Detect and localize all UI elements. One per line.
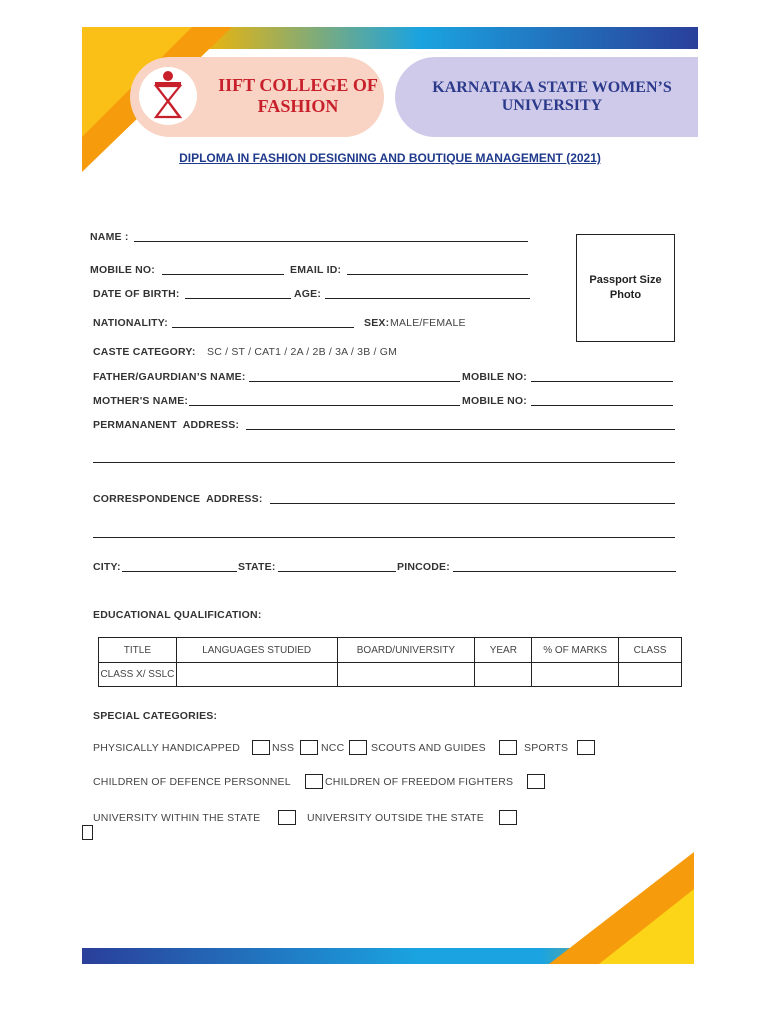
cell-class[interactable] (619, 663, 682, 687)
physically-handicapped-label: PHYSICALLY HANDICAPPED (93, 742, 240, 754)
scouts-guides-checkbox[interactable] (499, 740, 517, 755)
correspondence-address-field-1[interactable] (270, 503, 675, 504)
freedom-fighters-checkbox[interactable] (527, 774, 545, 789)
father-mobile-label: MOBILE NO: (462, 371, 527, 383)
freedom-fighters-label: CHILDREN OF FREEDOM FIGHTERS (325, 776, 514, 788)
ncc-label: NCC (321, 742, 345, 754)
correspondence-address-label: CORRESPONDENCE ADDRESS: (93, 493, 263, 505)
age-label: AGE: (294, 288, 322, 300)
name-field[interactable] (134, 241, 528, 242)
column-header-languages: LANGUAGES STUDIED (176, 638, 337, 663)
column-header-board: BOARD/UNIVERSITY (337, 638, 475, 663)
form-title: DIPLOMA IN FASHION DESIGNING AND BOUTIQUE MANAGEMENT (2021) (179, 151, 601, 165)
cell-board[interactable] (337, 663, 475, 687)
nss-checkbox[interactable] (300, 740, 318, 755)
column-header-marks: % OF MARKS (532, 638, 619, 663)
university-outside-state-checkbox[interactable] (499, 810, 517, 825)
city-field[interactable] (122, 571, 237, 572)
pincode-field[interactable] (453, 571, 676, 572)
dob-label: DATE OF BIRTH: (93, 288, 180, 300)
father-name-label: FATHER/GAURDIAN’S NAME: (93, 371, 246, 383)
mother-mobile-field[interactable] (531, 405, 673, 406)
caste-options[interactable]: SC / ST / CAT1 / 2A / 2B / 3A / 3B / GM (207, 346, 398, 358)
city-label: CITY: (93, 561, 121, 573)
father-mobile-field[interactable] (531, 381, 673, 382)
nss-label: NSS (272, 742, 295, 754)
university-within-state-label: UNIVERSITY WITHIN THE STATE (93, 812, 261, 824)
nationality-field[interactable] (172, 327, 354, 328)
footer-banner (82, 852, 694, 964)
physically-handicapped-checkbox[interactable] (252, 740, 270, 755)
photo-box-label-2: Photo (609, 289, 642, 301)
column-header-class: CLASS (619, 638, 682, 663)
cell-year[interactable] (475, 663, 532, 687)
state-label: STATE: (238, 561, 276, 573)
special-categories-heading: SPECIAL CATEGORIES: (93, 710, 218, 722)
permanent-address-field-2[interactable] (93, 462, 675, 463)
university-outside-state-label: UNIVERSITY OUTSIDE THE STATE (307, 812, 484, 824)
stray-checkbox[interactable] (82, 825, 93, 840)
caste-label: CASTE CATEGORY: (93, 346, 196, 358)
permanent-address-field-1[interactable] (246, 429, 675, 430)
defence-personnel-checkbox[interactable] (305, 774, 323, 789)
age-field[interactable] (325, 298, 530, 299)
column-header-year: YEAR (475, 638, 532, 663)
dob-field[interactable] (185, 298, 291, 299)
permanent-address-label: PERMANANENT ADDRESS: (93, 419, 240, 431)
mobile-field[interactable] (162, 274, 284, 275)
nationality-label: NATIONALITY: (93, 317, 168, 329)
passport-photo-box[interactable] (576, 234, 675, 342)
education-heading: EDUCATIONAL QUALIFICATION: (93, 609, 262, 621)
email-field[interactable] (347, 274, 528, 275)
university-within-state-checkbox[interactable] (278, 810, 296, 825)
photo-box-label-1: Passport Size (589, 274, 662, 286)
sports-checkbox[interactable] (577, 740, 595, 755)
cell-marks[interactable] (532, 663, 619, 687)
footer-yellow-triangle (599, 889, 694, 964)
mobile-label: MOBILE NO: (90, 264, 155, 276)
iift-logo-icon (139, 67, 197, 125)
education-table (98, 637, 682, 687)
defence-personnel-label: CHILDREN OF DEFENCE PERSONNEL (93, 776, 291, 788)
cell-languages[interactable] (176, 663, 337, 687)
scouts-guides-label: SCOUTS AND GUIDES (371, 742, 486, 754)
name-label: NAME : (90, 231, 129, 243)
mother-mobile-label: MOBILE NO: (462, 395, 527, 407)
email-label: EMAIL ID: (290, 264, 342, 276)
university-name: KARNATAKA STATE WOMEN’S UNIVERSITY (432, 79, 672, 114)
correspondence-address-field-2[interactable] (93, 537, 675, 538)
state-field[interactable] (278, 571, 396, 572)
cell-title: CLASS X/ SSLC (99, 663, 177, 687)
mother-name-field[interactable] (189, 405, 460, 406)
pincode-label: PINCODE: (397, 561, 450, 573)
sports-label: SPORTS (524, 742, 569, 754)
education-table-header (99, 638, 682, 663)
college-name: IIFT COLLEGE OF FASHION (218, 75, 378, 116)
ncc-checkbox[interactable] (349, 740, 367, 755)
column-header-title: TITLE (99, 638, 177, 663)
sex-options[interactable]: MALE/FEMALE (390, 317, 466, 329)
mother-name-label: MOTHER'S NAME: (93, 395, 189, 407)
father-name-field[interactable] (249, 381, 460, 382)
table-row (99, 663, 682, 687)
sex-label: SEX: (364, 317, 390, 329)
